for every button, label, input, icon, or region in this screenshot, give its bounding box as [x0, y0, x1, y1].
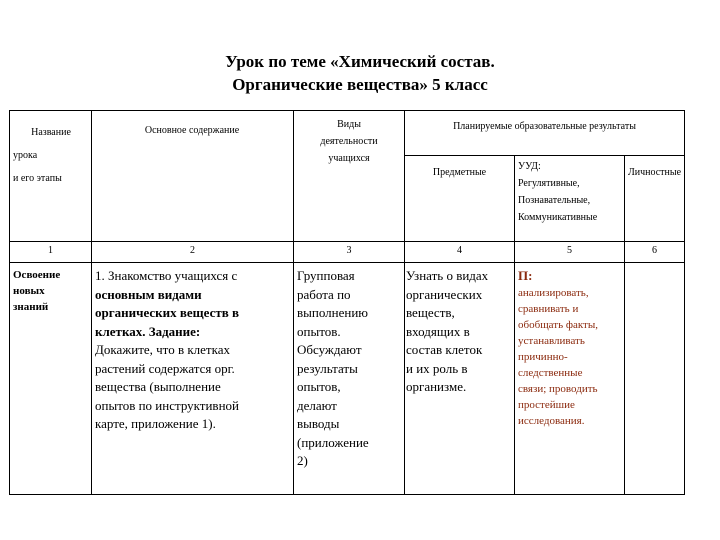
uud-line-7: связи; проводить [518, 383, 598, 395]
content-line-1: 1. Знакомство учащихся с [95, 268, 238, 283]
activity-cell [297, 267, 402, 471]
activity-line-3: выполнению [297, 305, 368, 320]
header-lesson-line-1: Название [31, 127, 71, 138]
uud-results-cell [518, 267, 623, 429]
header-uud-line-1: Регулятивные, [518, 178, 580, 189]
rule-subheader [404, 155, 685, 156]
rule-col5 [514, 155, 515, 495]
content-line-6: растений содержатся орг. [95, 360, 235, 376]
rule-numbers-bottom [9, 262, 685, 263]
subject-line-2: органических [406, 286, 483, 302]
header-activity-line-2: деятельности [320, 136, 378, 147]
header-uud-line-2: Познавательные, [518, 195, 591, 206]
header-activity-types [294, 116, 404, 167]
subject-line-4: входящих в [406, 323, 470, 339]
stage-line-1: Освоение [13, 269, 61, 281]
rule-top [9, 110, 685, 111]
column-number-4: 4 [457, 245, 462, 256]
stage-cell [13, 267, 89, 315]
activity-line-2: работа по [297, 286, 351, 302]
header-subject-results: Предметные [432, 167, 487, 178]
uud-line-4: устанавливать [518, 335, 585, 347]
header-lesson-line-2: урока [13, 150, 38, 161]
column-number-3: 3 [346, 245, 352, 256]
uud-line-8: простейшие [518, 399, 575, 411]
uud-line-5: причинно- [518, 351, 568, 363]
header-activity-line-3: учащихся [328, 153, 370, 164]
rule-col3 [293, 110, 294, 495]
content-line-9: карте, приложение 1). [95, 416, 216, 431]
header-lesson-name [13, 121, 89, 190]
column-number-6: 6 [652, 245, 657, 256]
column-number-1: 1 [48, 245, 53, 256]
header-uud-line-3: Коммуникативные [518, 212, 598, 223]
uud-line-1: анализировать, [518, 287, 589, 299]
header-main-content: Основное содержание [144, 125, 240, 136]
stage-line-2: новых [13, 285, 45, 297]
uud-code: П: [518, 268, 533, 283]
activity-line-7: опытов, [297, 379, 341, 394]
activity-line-8: делают [297, 397, 337, 413]
activity-line-9: выводы [297, 416, 340, 431]
header-planned-results: Планируемые образовательные результаты [453, 121, 636, 132]
activity-line-4: опытов. [297, 323, 341, 339]
subject-line-7: организме. [406, 379, 467, 394]
lesson-table [9, 110, 685, 495]
header-uud-title: УУД: [518, 161, 541, 172]
header-activity-line-1: Виды [337, 119, 361, 130]
title-line-1: Урок по теме «Химический состав. [225, 52, 495, 71]
uud-line-2: сравнивать и [518, 303, 579, 315]
rule-col2 [91, 110, 92, 495]
page-title [0, 50, 720, 96]
activity-line-6: результаты [297, 360, 358, 376]
title-line-2: Органические вещества» 5 класс [232, 75, 488, 94]
subject-line-1: Узнать о видах [406, 268, 489, 283]
content-cell [95, 267, 291, 434]
content-line-7: вещества (выполнение [95, 379, 221, 394]
activity-line-1: Групповая [297, 268, 355, 283]
uud-line-9: исследования. [518, 415, 585, 427]
rule-header-bottom [9, 241, 685, 242]
rule-right [684, 110, 685, 495]
subject-results-cell [406, 267, 513, 397]
column-number-2: 2 [190, 245, 195, 256]
subject-line-6: и их роль в [406, 360, 468, 376]
content-line-8: опытов по инструктивной [95, 397, 239, 413]
content-line-3: органических веществ в [95, 305, 240, 320]
rule-left [9, 110, 10, 495]
header-personal-results: Личностные [627, 167, 682, 178]
uud-line-6: следственные [518, 367, 583, 379]
personal-results-cell [625, 267, 684, 493]
content-line-5: Докажите, что в клетках [95, 342, 230, 357]
subject-line-5: состав клеток [406, 342, 483, 357]
content-line-4: клетках. Задание: [95, 323, 201, 339]
rule-bottom [9, 494, 685, 495]
column-number-5: 5 [567, 245, 572, 256]
activity-line-5: Обсуждают [297, 342, 362, 357]
content-line-2: основным видами [95, 286, 202, 302]
activity-line-11: 2) [297, 453, 308, 468]
stage-line-3: знаний [13, 301, 49, 313]
header-uud [518, 158, 624, 226]
uud-line-3: обобщать факты, [518, 319, 598, 331]
subject-line-3: веществ, [406, 305, 455, 320]
header-lesson-line-3: и его этапы [13, 173, 62, 184]
activity-line-10: (приложение [297, 434, 369, 450]
